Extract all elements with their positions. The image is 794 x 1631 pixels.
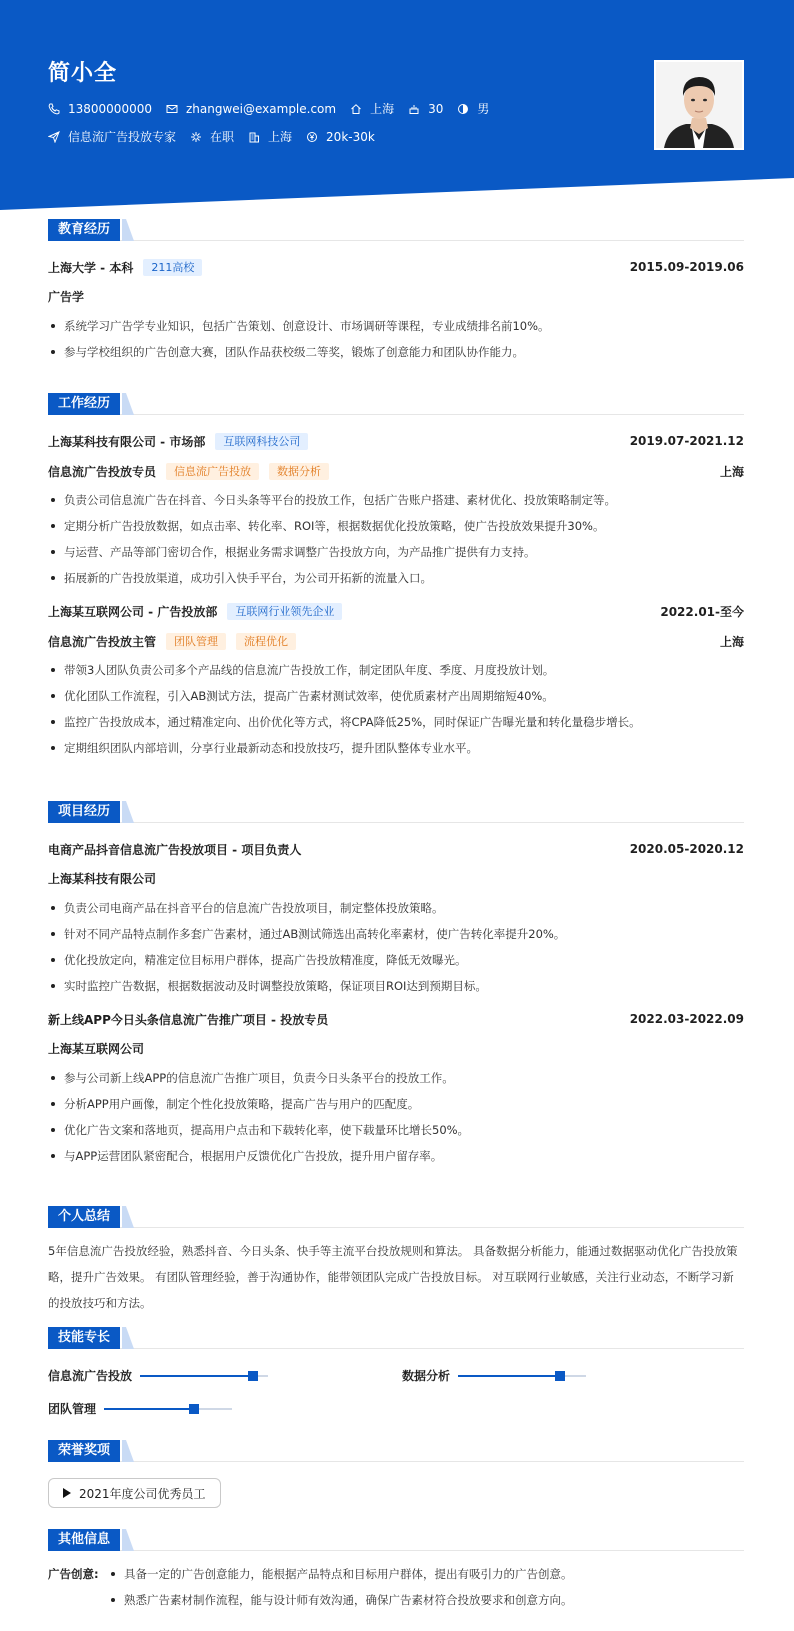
other-row <box>48 1561 744 1613</box>
city-text: 上海 <box>370 102 395 116</box>
title-tail <box>122 219 134 241</box>
work-period: 2022.01-至今 <box>660 604 744 619</box>
work-bullets <box>48 487 744 591</box>
email-item <box>166 102 336 116</box>
gender-text: 男 <box>477 102 490 116</box>
money-icon <box>306 131 318 143</box>
education-entry-head <box>48 257 744 277</box>
company-tag: 互联网行业领先企业 <box>227 603 342 620</box>
resume-header <box>0 0 794 210</box>
phone-text: 13800000000 <box>68 101 152 116</box>
project-bullets <box>48 895 744 999</box>
list-item: 带领3人团队负责公司多个产品线的信息流广告投放工作，制定团队年度、季度、月度投放计划。 <box>48 657 744 683</box>
skill-level-bar <box>458 1375 586 1377</box>
salary-text: 20k-30k <box>326 129 375 144</box>
project-bullets <box>48 1065 744 1169</box>
job-title: 信息流广告投放专员 <box>48 464 157 479</box>
skill-level-fill <box>140 1375 253 1377</box>
skill-level-knob <box>189 1404 199 1414</box>
award-text: 2021年度公司优秀员工 <box>79 1486 206 1501</box>
project-entry-head <box>48 839 744 859</box>
other-label: 广告创意: <box>48 1567 99 1581</box>
list-item: 参与学校组织的广告创意大赛，团队作品获校级二等奖，锻炼了创意能力和团队协作能力。 <box>48 339 744 365</box>
home-icon <box>350 103 362 115</box>
section-title: 项目经历 <box>48 801 120 823</box>
list-item: 实时监控广告数据，根据数据波动及时调整投放策略，保证项目ROI达到预期目标。 <box>48 973 744 999</box>
project-company: 上海某科技有限公司 <box>48 872 157 886</box>
age-text: 30 <box>428 101 444 116</box>
title-tail <box>122 1529 134 1551</box>
skill-level-bar <box>140 1375 268 1377</box>
gender-icon <box>457 103 469 115</box>
list-item: 定期分析广告投放数据，如点击率、转化率、ROI等，根据数据优化投放策略，使广告投放效果提升30%。 <box>48 513 744 539</box>
list-item: 与APP运营团队紧密配合，根据用户反馈优化广告投放，提升用户留存率。 <box>48 1143 744 1169</box>
section-title: 其他信息 <box>48 1529 120 1551</box>
mail-icon <box>166 103 178 115</box>
section-title: 教育经历 <box>48 219 120 241</box>
company-name: 上海某互联网公司 - 广告投放部 <box>48 604 218 619</box>
section-title: 荣誉奖项 <box>48 1440 120 1462</box>
award-item <box>48 1478 221 1508</box>
title-tail <box>122 1327 134 1349</box>
title-tail <box>122 393 134 415</box>
status-gear-icon <box>190 131 202 143</box>
list-item: 参与公司新上线APP的信息流广告推广项目，负责今日头条平台的投放工作。 <box>48 1065 744 1091</box>
work-section <box>48 393 744 761</box>
company-name: 上海某科技有限公司 - 市场部 <box>48 434 206 449</box>
skills-header <box>48 1327 744 1349</box>
skill-item <box>402 1367 586 1384</box>
city-item <box>350 100 394 117</box>
list-item: 优化广告文案和落地页，提高用户点击和下载转化率，使下载量环比增长50%。 <box>48 1117 744 1143</box>
avatar-portrait <box>656 62 742 148</box>
job-target-text: 信息流广告投放专家 <box>68 130 177 144</box>
skill-tag: 数据分析 <box>269 463 329 480</box>
work-location: 上海 <box>719 464 744 479</box>
phone-item <box>48 102 152 116</box>
summary-header <box>48 1206 744 1228</box>
summary-text: 5年信息流广告投放经验，熟悉抖音、今日头条、快手等主流平台投放规则和算法。 具备数据分析能力，能通过数据驱动优化广告投放策略，提升广告效果。 有团队管理经验，善于沟通协作，能带领团队完成广告投放目标。 对互联网行业敏感，关注行业动态，不断学习新的投放技巧和方法。 <box>48 1244 738 1310</box>
skill-item <box>48 1400 232 1417</box>
job-row <box>48 128 389 145</box>
project-section <box>48 801 744 1169</box>
email-text: zhangwei@example.com <box>185 101 337 116</box>
title-tail <box>122 1206 134 1228</box>
status-text: 在职 <box>210 130 235 144</box>
section-title: 个人总结 <box>48 1206 120 1228</box>
project-name: 电商产品抖音信息流广告投放项目 - 项目负责人 <box>48 842 302 857</box>
work-location: 上海 <box>719 634 744 649</box>
list-item: 分析APP用户画像，制定个性化投放策略，提高广告与用户的匹配度。 <box>48 1091 744 1117</box>
work-city-item <box>248 128 292 145</box>
project-entry-head <box>48 1009 744 1029</box>
work-entry-head <box>48 431 744 451</box>
education-bullets <box>48 313 744 365</box>
project-name: 新上线APP今日头条信息流广告推广项目 - 投放专员 <box>48 1012 329 1027</box>
candidate-name: 简小全 <box>48 61 118 86</box>
project-period: 2022.03-2022.09 <box>629 1012 744 1026</box>
education-section <box>48 219 744 365</box>
list-item: 熟悉广告素材制作流程，能与设计师有效沟通，确保广告素材符合投放要求和创意方向。 <box>108 1587 744 1613</box>
skill-tag: 团队管理 <box>166 633 226 650</box>
list-item: 定期组织团队内部培训，分享行业最新动态和投放技巧，提升团队整体专业水平。 <box>48 735 744 761</box>
skill-level-bar <box>104 1408 232 1410</box>
work-period: 2019.07-2021.12 <box>629 434 744 448</box>
skill-item <box>48 1367 268 1384</box>
skill-name: 数据分析 <box>402 1369 451 1383</box>
work-role-head <box>48 461 744 481</box>
awards-section <box>48 1440 744 1508</box>
phone-icon <box>48 103 60 115</box>
section-title: 工作经历 <box>48 393 120 415</box>
profile-photo <box>654 60 744 150</box>
contact-row <box>48 100 503 117</box>
job-title: 信息流广告投放主管 <box>48 634 157 649</box>
job-target-item <box>48 128 176 145</box>
title-tail <box>122 801 134 823</box>
list-item: 拓展新的广告投放渠道，成功引入快手平台，为公司开拓新的流量入口。 <box>48 565 744 591</box>
school-name: 上海大学 - 本科 <box>48 260 134 275</box>
education-period: 2015.09-2019.06 <box>629 260 744 274</box>
skills-section <box>48 1327 744 1417</box>
work-bullets <box>48 657 744 761</box>
work-entry-head <box>48 601 744 621</box>
cake-icon <box>408 103 420 115</box>
skill-tag: 信息流广告投放 <box>166 463 259 480</box>
list-item: 优化团队工作流程，引入AB测试方法，提高广告素材测试效率，使优质素材产出周期缩短40%。 <box>48 683 744 709</box>
other-bullets <box>108 1561 744 1613</box>
major: 广告学 <box>48 290 85 304</box>
salary-item <box>306 130 375 144</box>
age-item <box>408 102 443 116</box>
title-tail <box>122 1440 134 1462</box>
work-role-head <box>48 631 744 651</box>
other-section <box>48 1529 744 1613</box>
skill-level-fill <box>104 1408 194 1410</box>
building-icon <box>248 131 260 143</box>
list-item: 监控广告投放成本，通过精准定向、出价优化等方式，将CPA降低25%，同时保证广告曝光量和转化量稳步增长。 <box>48 709 744 735</box>
skill-tag: 流程优化 <box>236 633 296 650</box>
list-item: 优化投放定向，精准定位目标用户群体，提高广告投放精准度，降低无效曝光。 <box>48 947 744 973</box>
other-header <box>48 1529 744 1551</box>
list-item: 与运营、产品等部门密切合作，根据业务需求调整广告投放方向，为产品推广提供有力支持。 <box>48 539 744 565</box>
triangle-icon <box>63 1488 71 1498</box>
skill-level-fill <box>458 1375 560 1377</box>
status-item <box>190 128 234 145</box>
section-title: 技能专长 <box>48 1327 120 1349</box>
work-header <box>48 393 744 415</box>
skill-name: 信息流广告投放 <box>48 1369 133 1383</box>
project-header <box>48 801 744 823</box>
education-header <box>48 219 744 241</box>
skill-level-knob <box>555 1371 565 1381</box>
awards-header <box>48 1440 744 1462</box>
school-tag: 211高校 <box>143 259 202 276</box>
skill-name: 团队管理 <box>48 1402 97 1416</box>
gender-item <box>457 100 489 117</box>
list-item: 具备一定的广告创意能力，能根据产品特点和目标用户群体，提出有吸引力的广告创意。 <box>108 1561 744 1587</box>
list-item: 系统学习广告学专业知识，包括广告策划、创意设计、市场调研等课程，专业成绩排名前10%。 <box>48 313 744 339</box>
send-icon <box>48 131 60 143</box>
summary-section <box>48 1206 744 1316</box>
project-company: 上海某互联网公司 <box>48 1042 145 1056</box>
work-city-text: 上海 <box>268 130 293 144</box>
list-item: 针对不同产品特点制作多套广告素材，通过AB测试筛选出高转化率素材，使广告转化率提升20%。 <box>48 921 744 947</box>
list-item: 负责公司信息流广告在抖音、今日头条等平台的投放工作，包括广告账户搭建、素材优化、投放策略制定等。 <box>48 487 744 513</box>
project-period: 2020.05-2020.12 <box>629 842 744 856</box>
company-tag: 互联网科技公司 <box>215 433 308 450</box>
skill-level-knob <box>248 1371 258 1381</box>
list-item: 负责公司电商产品在抖音平台的信息流广告投放项目，制定整体投放策略。 <box>48 895 744 921</box>
